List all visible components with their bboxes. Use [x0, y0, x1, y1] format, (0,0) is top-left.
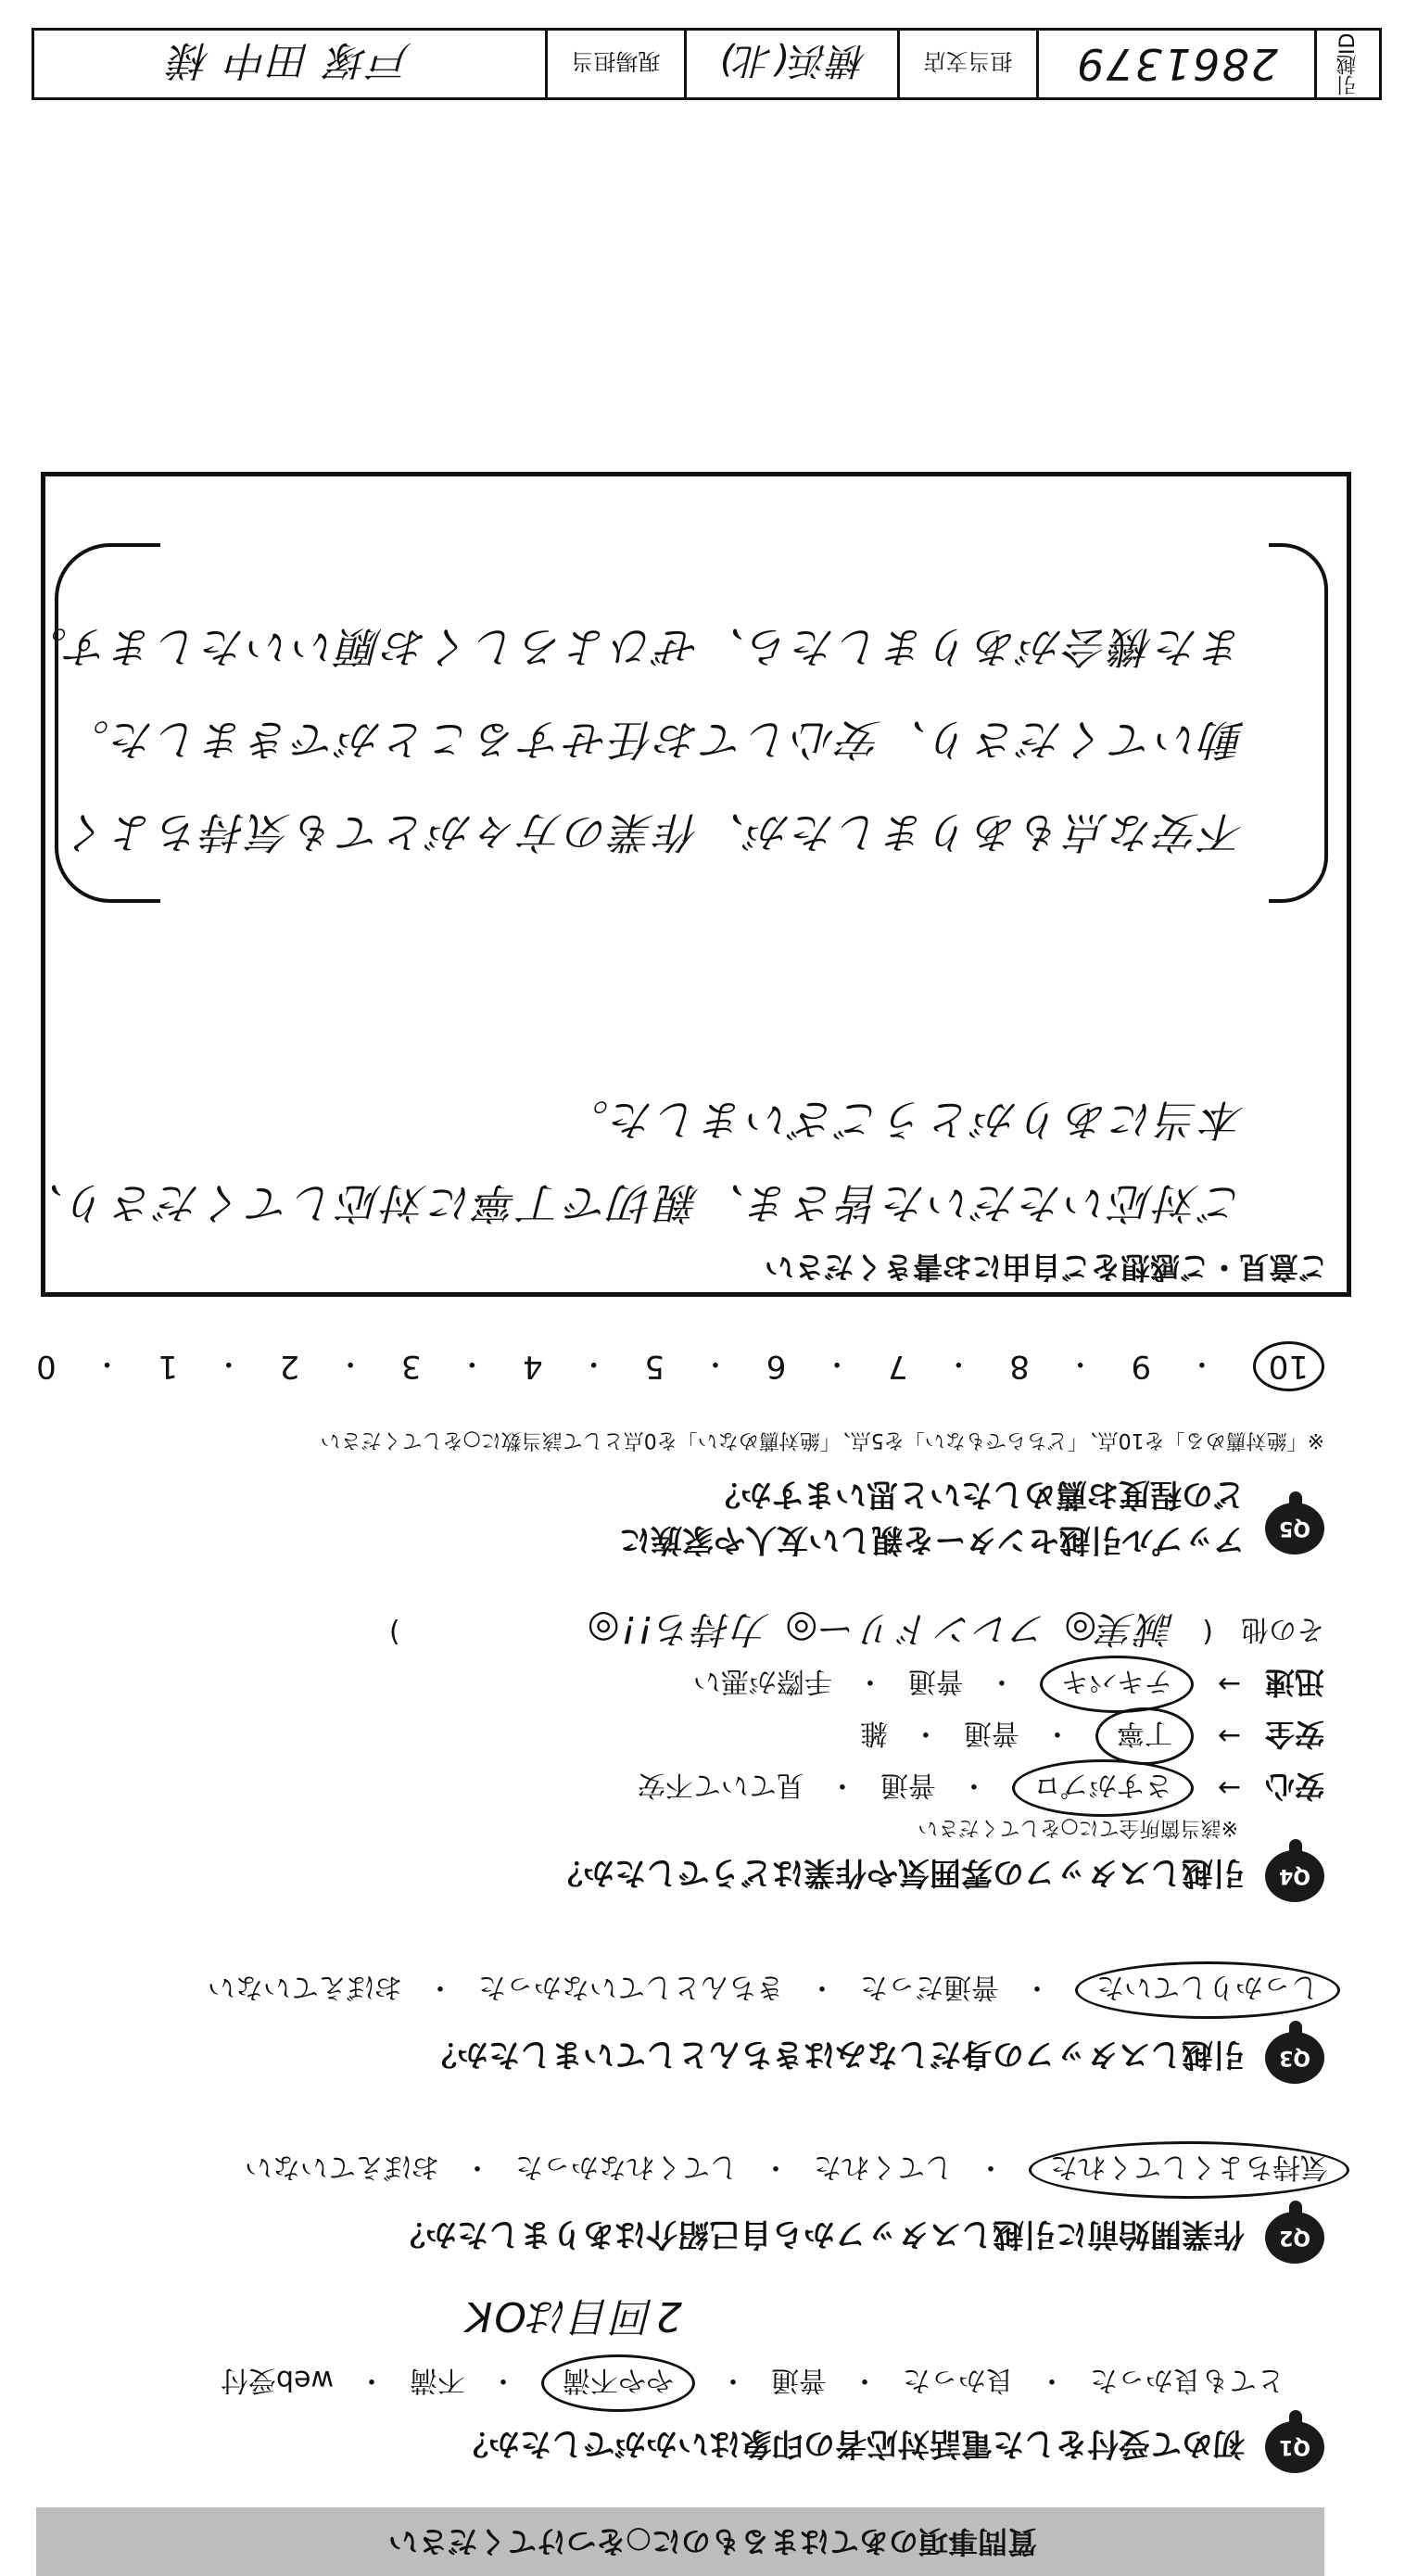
q1-option[interactable]: とても良かった — [1090, 2364, 1285, 2396]
q5-text-line2: どの程度お薦めしたいと思いますか？ — [709, 1476, 1245, 1513]
q1-text: 初めて受付をした電話対応者の印象はいかがでしたか？ — [457, 2425, 1245, 2463]
instructions-banner: 質問事項のあてはまるものに○をつけてください — [36, 2507, 1324, 2576]
q5-score[interactable]: 6 — [766, 1348, 787, 1385]
q4-other-row: その他 ( 誠実◎ フレンドリー◎ 力持ち!!◎ ) — [389, 1606, 1324, 1658]
q4-note: ※該当箇所全てに○をしてください — [918, 1816, 1238, 1839]
question-5 — [619, 1464, 1324, 1566]
q3-options: しっかりしていた ・ 普通だった ・ きちんとしていなかった ・ おぼえていない — [208, 1964, 1340, 2016]
q5-score[interactable]: 4 — [523, 1348, 543, 1385]
handwritten-bracket-right — [55, 543, 160, 903]
q4-other-label: その他 — [1241, 1613, 1324, 1645]
q5-score[interactable]: 5 — [644, 1348, 665, 1385]
q4-option[interactable]: 雑 — [859, 1717, 888, 1749]
footer-table — [32, 28, 1382, 100]
leader-label: 現場担当 — [545, 31, 684, 97]
q4-row-jinsoku: 迅速 → テキパキ ・ 普通 ・ 手際が悪い — [693, 1658, 1324, 1710]
comment-line: ご対応いただいた皆さま、親切で丁寧に対応してくださり、 — [19, 1178, 1245, 1228]
q3-option-selected[interactable]: しっかりしていた — [1075, 1961, 1340, 2019]
q1-handwritten-note: 2回目はOK — [463, 2292, 682, 2340]
q4-option[interactable]: 普通 — [880, 1769, 936, 1801]
q1-option[interactable]: 不満 — [410, 2364, 465, 2396]
q4-other-handwritten: 誠実◎ フレンドリー◎ 力持ち!!◎ — [585, 1607, 1175, 1651]
q2-option[interactable]: してくれた — [814, 2151, 953, 2183]
comment-line: 本当にありがとうございました。 — [563, 1095, 1245, 1145]
comments-box[interactable] — [19, 472, 1351, 1297]
q4-row-anshin: 安心 → さすがプロ ・ 普通 ・ 見ていて不安 — [638, 1762, 1324, 1814]
comment-line: 不安な点もありましたが、作業の方々がとても気持ちよく — [64, 807, 1245, 857]
handwritten-bracket-left — [1269, 543, 1328, 903]
q2-badge: Q2 — [1265, 2212, 1324, 2264]
q5-score[interactable]: 1 — [158, 1348, 178, 1385]
q1-badge: Q1 — [1265, 2421, 1324, 2473]
q4-option[interactable]: 見ていて不安 — [637, 1769, 804, 1801]
comment-line: 動いてくださり、安心してお任せすることができました。 — [64, 715, 1245, 765]
q5-score[interactable]: 9 — [1131, 1348, 1152, 1385]
q5-score[interactable]: 2 — [279, 1348, 300, 1385]
q5-text-line1: アップル引越センターを親しい友人や家族に — [619, 1521, 1245, 1558]
q4-row-label: 安心 — [1264, 1769, 1324, 1804]
q3-text: 引越しスタッフの身だしなみはきちんとしていましたか？ — [425, 2036, 1245, 2074]
comment-line: また機会がありましたら、ぜひよろしくお願いいたします。 — [21, 622, 1245, 672]
q5-badge: Q5 — [1265, 1503, 1324, 1554]
q1-option-selected[interactable]: やや不満 — [541, 2354, 695, 2412]
q4-badge: Q4 — [1265, 1850, 1324, 1902]
q3-badge: Q3 — [1265, 2032, 1324, 2084]
q1-option[interactable]: 普通 — [771, 2364, 827, 2396]
q4-row-label: 迅速 — [1264, 1665, 1324, 1700]
q5-score[interactable]: 3 — [400, 1348, 422, 1385]
id-label: 引越ID — [1314, 31, 1379, 97]
q5-score[interactable]: 8 — [1009, 1348, 1030, 1385]
q5-score[interactable]: 0 — [36, 1348, 57, 1385]
q5-text-block — [619, 1475, 1245, 1566]
branch-label: 担当支店 — [897, 31, 1036, 97]
q4-option[interactable]: 普通 — [907, 1665, 964, 1697]
q3-option[interactable]: おぼえていない — [208, 1971, 402, 2003]
q4-text: 引越しスタッフの雰囲気や作業はどうでしたか？ — [551, 1854, 1245, 1892]
q5-score-selected[interactable]: 10 — [1253, 1341, 1324, 1391]
q4-option[interactable]: 手際が悪い — [692, 1665, 832, 1697]
q4-option-selected[interactable]: さすがプロ — [1012, 1759, 1194, 1817]
q2-option-selected[interactable]: 気持ちよくしてくれた — [1029, 2141, 1349, 2199]
comments-title: ご意見・ご感想をご自由にお書きください — [764, 1250, 1328, 1285]
q1-options: とても良かった ・ 良かった ・ 普通 ・ やや不満 ・ 不満 ・ web受付 — [221, 2357, 1285, 2409]
leader-value: 戸塚 田中 様 — [168, 36, 411, 83]
q1-option[interactable]: web受付 — [220, 2364, 334, 2396]
id-value: 2861379 — [1036, 31, 1314, 97]
q2-options: 気持ちよくしてくれた ・ してくれた ・ してくれなかった ・ おぼえていない — [245, 2144, 1349, 2196]
q4-row-label: 安全 — [1264, 1717, 1324, 1752]
q4-row-anzen: 安全 → 丁寧 ・ 普通 ・ 雑 — [860, 1710, 1324, 1762]
q3-option[interactable]: きちんとしていなかった — [478, 1971, 784, 2003]
q3-option[interactable]: 普通だった — [860, 1971, 999, 2003]
q5-note: ※「絶対薦める」を10点、「どちらでもない」を5点、「絶対薦めない」を0点として該当数に○をしてください — [320, 1428, 1324, 1452]
q5-score[interactable]: 7 — [887, 1348, 908, 1385]
q2-option[interactable]: おぼえていない — [245, 2151, 439, 2183]
q4-option-selected[interactable]: 丁寧 — [1095, 1707, 1194, 1765]
q5-scale: 10 ・ 9 ・ 8 ・ 7 ・ 6 ・ 5 ・ 4 ・ 3 ・ 2 ・ 1 ・ 0 — [36, 1334, 1324, 1399]
q2-option[interactable]: してくれなかった — [515, 2151, 738, 2183]
branch-value: 横浜(北) — [684, 31, 897, 97]
q4-option-selected[interactable]: テキパキ — [1040, 1656, 1194, 1713]
q2-text: 作業開始前に引越しスタッフから自己紹介はありましたか？ — [394, 2215, 1245, 2253]
q4-option[interactable]: 普通 — [963, 1717, 1019, 1749]
q1-option[interactable]: 良かった — [903, 2364, 1014, 2396]
